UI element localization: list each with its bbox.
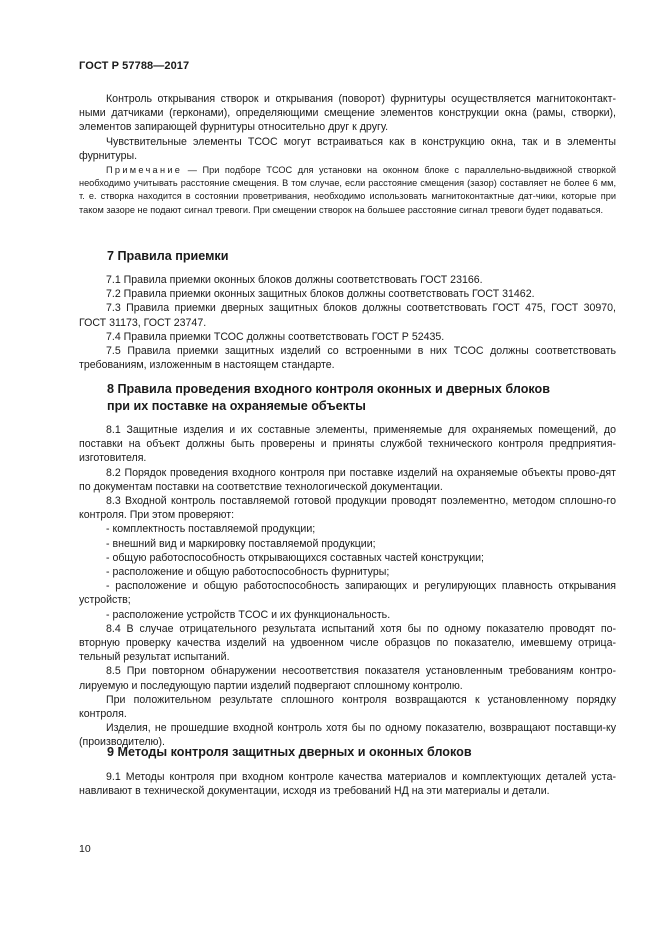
clause-8-2: 8.2 Порядок проведения входного контроля при поставке изделий на охраняемые объекты прово-дят по документам поставки на соответствие технологической документации.	[79, 466, 616, 493]
clause-8-4: 8.4 В случае отрицательного результата испытаний хотя бы по одному показателю проводят по-вторную проверку качества изделий на удвоенном числе образцов по показателю, имевшему отрица-тельный результат испытаний.	[79, 622, 616, 664]
list-item: - расположение устройств ТСОС и их функциональность.	[106, 608, 391, 621]
clause-7-4: 7.4 Правила приемки ТСОС должны соответствовать ГОСТ Р 52435.	[106, 330, 445, 343]
list-item: - расположение и общую работоспособность запирающих и регулирующих плавность открывания устройств;	[79, 580, 616, 607]
list-item: - комплектность поставляемой продукции;	[106, 523, 316, 536]
section-8-heading-line-2: при их поставке на охраняемые объекты	[107, 399, 366, 413]
list-item: - внешний вид и маркировку поставляемой продукции;	[106, 537, 376, 550]
intro-paragraph-1: Контроль открывания створок и открывания (поворот) фурнитуры осуществляется магнитоконтакт-ными датчиками (герконами), определяющими смещение элементов конструкции окна (рамы, створки), элементов запирающей фурнитуры относительно друг к другу.	[79, 93, 616, 134]
note-paragraph	[79, 164, 616, 217]
clause-8-3: 8.3 Входной контроль поставляемой готовой продукции проводят поэлементно, методом сплошно-го контроля. При этом проверяют:	[79, 495, 616, 522]
section-8-heading-line-1: 8 Правила проведения входного контроля оконных и дверных блоков	[107, 382, 550, 396]
note-text: — При подборе ТСОС для установки на оконном блоке с параллельно-выдвижной створкой необходимо учитывать расстояние смещения. В том случае, если расстояние смещения (зазор) составляет не более 6 мм, т. е. створка находится в состоянии проветривания, необходимо использовать магнитоконтактные дат-чики, которые при таком зазоре не подают сигнал тревоги. При смещении створок на большее расстояние сигнал тревоги будет подаваться.	[79, 165, 616, 215]
section-7-body	[79, 273, 616, 372]
section-9-heading: 9 Методы контроля защитных дверных и оконных блоков	[107, 745, 472, 759]
section-7-heading: 7 Правила приемки	[107, 249, 229, 263]
clause-8-5: 8.5 При повторном обнаружении несоответствия показателя установленным требованиям контро-лируемую и последующую партии изделий подвергают сплошному контролю.	[79, 665, 616, 692]
section-9-body	[79, 770, 616, 798]
clause-7-5: 7.5 Правила приемки защитных изделий со встроенными в них ТСОС должны соответствовать требованиям, изложенным в настоящем стандарте.	[79, 345, 616, 372]
list-item: - общую работоспособность открывающихся составных частей конструкции;	[106, 551, 484, 564]
list-item: - расположение и общую работоспособность фурнитуры;	[106, 566, 390, 579]
clause-8-5-continued: При положительном результате сплошного контроля возвращаются к установленному порядку контроля.	[79, 693, 616, 721]
note-label: Примечание	[106, 165, 183, 175]
standard-header: ГОСТ Р 57788—2017	[79, 60, 190, 72]
intro-block	[79, 92, 616, 163]
page-number: 10	[79, 843, 91, 855]
intro-paragraph-2: Чувствительные элементы ТСОС могут встраиваться как в конструкцию окна, так и в элементы фурнитуры.	[79, 135, 616, 162]
clause-8-5-returned: Изделия, не прошедшие входной контроль хотя бы по одному показателю, возвращают поставщи-ку (производителю).	[79, 722, 616, 749]
section-8-body	[79, 423, 616, 750]
clause-9-1: 9.1 Методы контроля при входном контроле качества материалов и комплектующих деталей уста-навливают в технической документации, исходя из требований НД на эти материалы и детали.	[79, 771, 616, 798]
clause-7-2: 7.2 Правила приемки оконных защитных блоков должны соответствовать ГОСТ 31462.	[106, 288, 535, 301]
clause-7-1: 7.1 Правила приемки оконных блоков должны соответствовать ГОСТ 23166.	[106, 274, 483, 286]
note-block	[79, 164, 616, 217]
clause-8-1: 8.1 Защитные изделия и их составные элементы, применяемые для охраняемых помещений, до поставки на объект должны быть проверены и приняты службой технического контроля предприятия-изготовителя.	[79, 424, 616, 465]
section-8-heading	[107, 381, 617, 415]
clause-7-3: 7.3 Правила приемки дверных защитных блоков должны соответствовать ГОСТ 475, ГОСТ 30970, ГОСТ 31173, ГОСТ 23747.	[79, 302, 616, 329]
